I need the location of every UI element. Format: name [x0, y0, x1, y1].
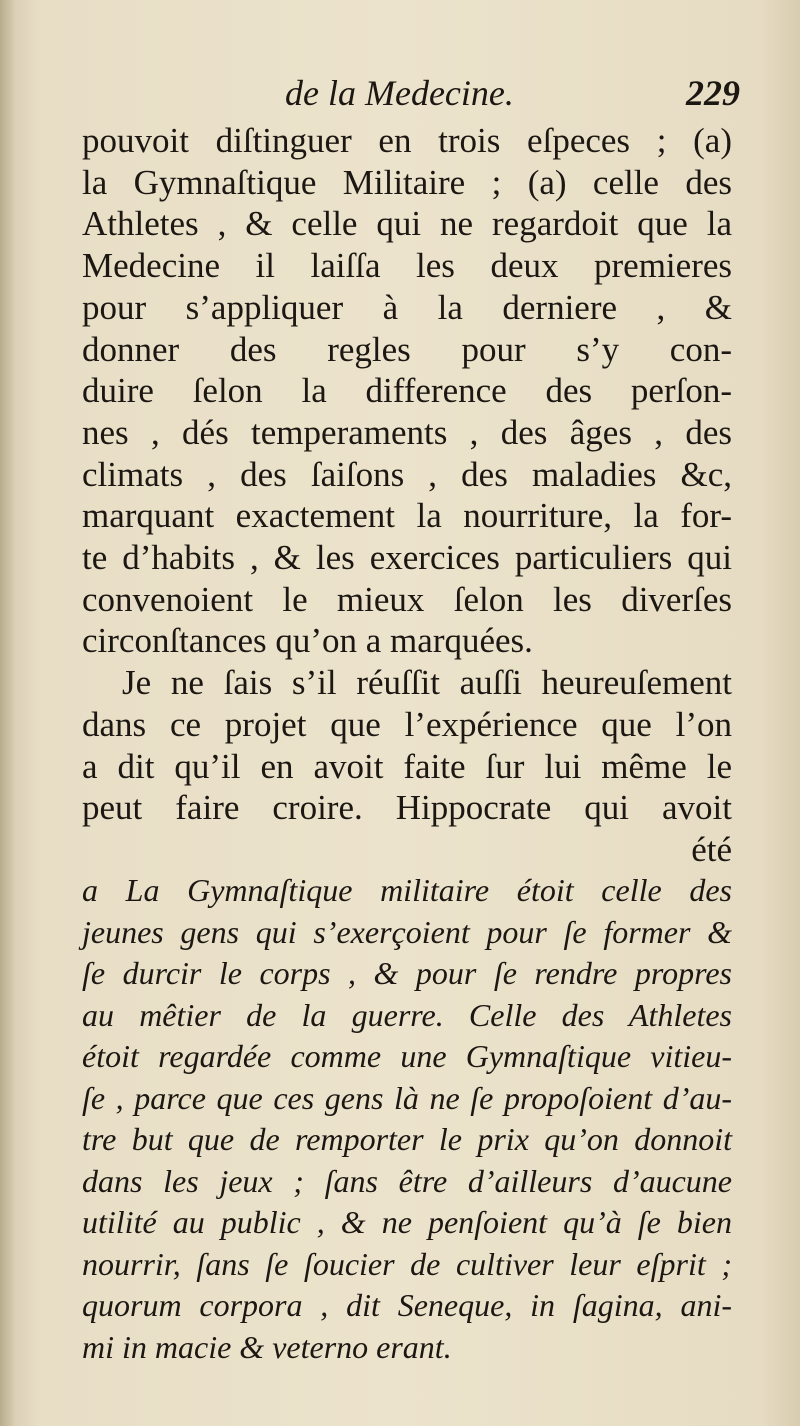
text-line: Medecine il laiſſa les deux premieres	[82, 246, 732, 286]
footnote-line: ſe durcir le corps , & pour ſe rendre propres	[82, 955, 732, 991]
running-title: de la Medecine.	[285, 73, 514, 113]
footnote-line: au mêtier de la guerre. Celle des Athletes	[82, 996, 732, 1033]
footnote-line: a La Gymnaſtique militaire étoit celle des	[82, 872, 732, 908]
text-line: a dit qu’il en avoit faite ſur lui même le	[82, 746, 732, 786]
text-line: pour s’appliquer à la derniere , &	[82, 287, 732, 327]
page-number: 229	[686, 73, 740, 113]
footnote	[82, 870, 732, 1368]
text-line: marquant exactement la nourriture, la for-	[82, 496, 732, 536]
footnote-line: quorum corpora , dit Seneque, in ſagina, ani-	[82, 1287, 732, 1323]
text-line: donner des regles pour s’y con-	[82, 329, 732, 369]
text-line: dans ce projet que l’expérience que l’on	[82, 704, 732, 744]
footnote-line: utilité au public , & ne penſoient qu’à ſe bien	[82, 1204, 732, 1240]
footnote-line: mi in macie & veterno erant.	[82, 1328, 452, 1365]
text-line: convenoient le mieux ſelon les diverſes	[82, 579, 732, 619]
text-line: pouvoit diſtinguer en trois eſpeces ; (a)	[82, 121, 732, 160]
text-line: peut faire croire. Hippocrate qui avoit	[82, 788, 732, 828]
main-text	[82, 120, 732, 829]
text-line: nes , dés temperaments , des âges , des	[82, 412, 732, 452]
footnote-line: dans les jeux ; ſans être d’ailleurs d’aucune	[82, 1162, 732, 1199]
footnote-line: étoit regardée comme une Gymnaſtique vitieu-	[82, 1038, 732, 1074]
catchword: été	[691, 830, 732, 869]
footnote-line: jeunes gens qui s’exerçoient pour ſe former &	[82, 913, 732, 950]
text-line: te d’habits , & les exercices particuliers qui	[82, 538, 732, 578]
page-header	[285, 72, 740, 122]
text-line: Athletes , & celle qui ne regardoit que la	[82, 204, 732, 244]
text-line: climats , des ſaiſons , des maladies &c,	[82, 454, 732, 494]
footnote-line: tre but que de remporter le prix qu’on donnoit	[82, 1121, 732, 1157]
page-gutter	[0, 0, 14, 1426]
text-line: la Gymnaſtique Militaire ; (a) celle des	[82, 162, 732, 202]
text-line: Je ne ſais s’il réuſſit auſſi heureuſement	[122, 663, 732, 703]
text-line: circonſtances qu’on a marquées.	[82, 621, 533, 661]
footnote-line: ſe , parce que ces gens là ne ſe propoſoient d’au-	[82, 1079, 732, 1116]
text-line: duire ſelon la difference des perſon-	[82, 371, 732, 411]
footnote-line: nourrir, ſans ſe ſoucier de cultiver leur eſprit ;	[82, 1245, 732, 1282]
